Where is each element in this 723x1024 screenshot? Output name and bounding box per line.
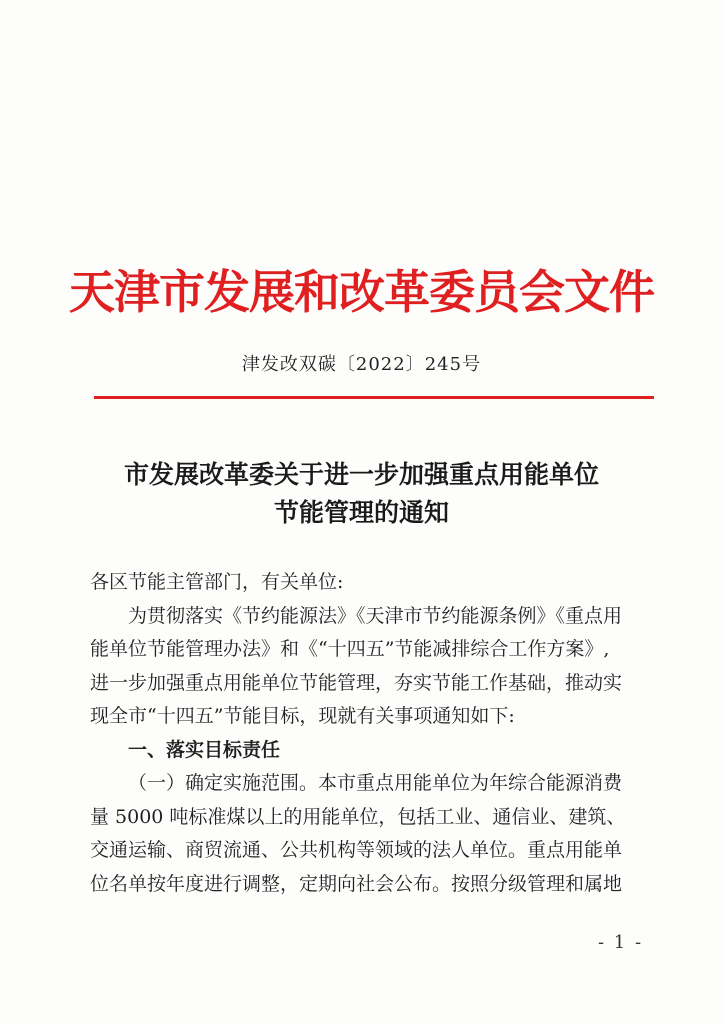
paragraph-2-line-3: 交通运输、商贸流通、公共机构等领域的法人单位。重点用能单: [90, 839, 623, 861]
paragraph-2-line-1: （一）确定实施范围。本市重点用能单位为年综合能源消费: [128, 772, 623, 794]
notice-title-line-2: 节能管理的通知: [273, 498, 449, 527]
paragraph-1-line-1: 为贯彻落实《节约能源法》《天津市节约能源条例》《重点用: [128, 604, 623, 627]
document-body: [90, 566, 642, 901]
notice-title-line-1: 市发展改革委关于进一步加强重点用能单位: [123, 460, 599, 489]
notice-title: [0, 456, 723, 532]
paragraph-2-line-4: 位名单按年度进行调整，定期向社会公布。按照分级管理和属地: [90, 872, 623, 895]
paragraph-1-line-3: 进一步加强重点用能单位节能管理，夯实节能工作基础，推动实: [90, 671, 623, 694]
paragraph-2-line-2: 量 5000 吨标准煤以上的用能单位，包括工业、通信业、建筑、: [90, 805, 626, 828]
document-number: 津发改双碳〔2022〕245号: [241, 354, 482, 375]
document-header-title: 天津市发展和改革委员会文件: [69, 265, 654, 319]
red-divider-line: [94, 396, 654, 399]
salutation: 各区节能主管部门，有关单位:: [90, 571, 344, 593]
paragraph-1-line-4: 现全市“十四五”节能目标，现就有关事项通知如下:: [90, 705, 515, 727]
page-number: - 1 -: [598, 932, 644, 953]
section-1-heading: 一、落实目标责任: [128, 738, 281, 761]
paragraph-1-line-2: 能单位节能管理办法》和《“十四五”节能减排综合工作方案》,: [90, 638, 610, 660]
